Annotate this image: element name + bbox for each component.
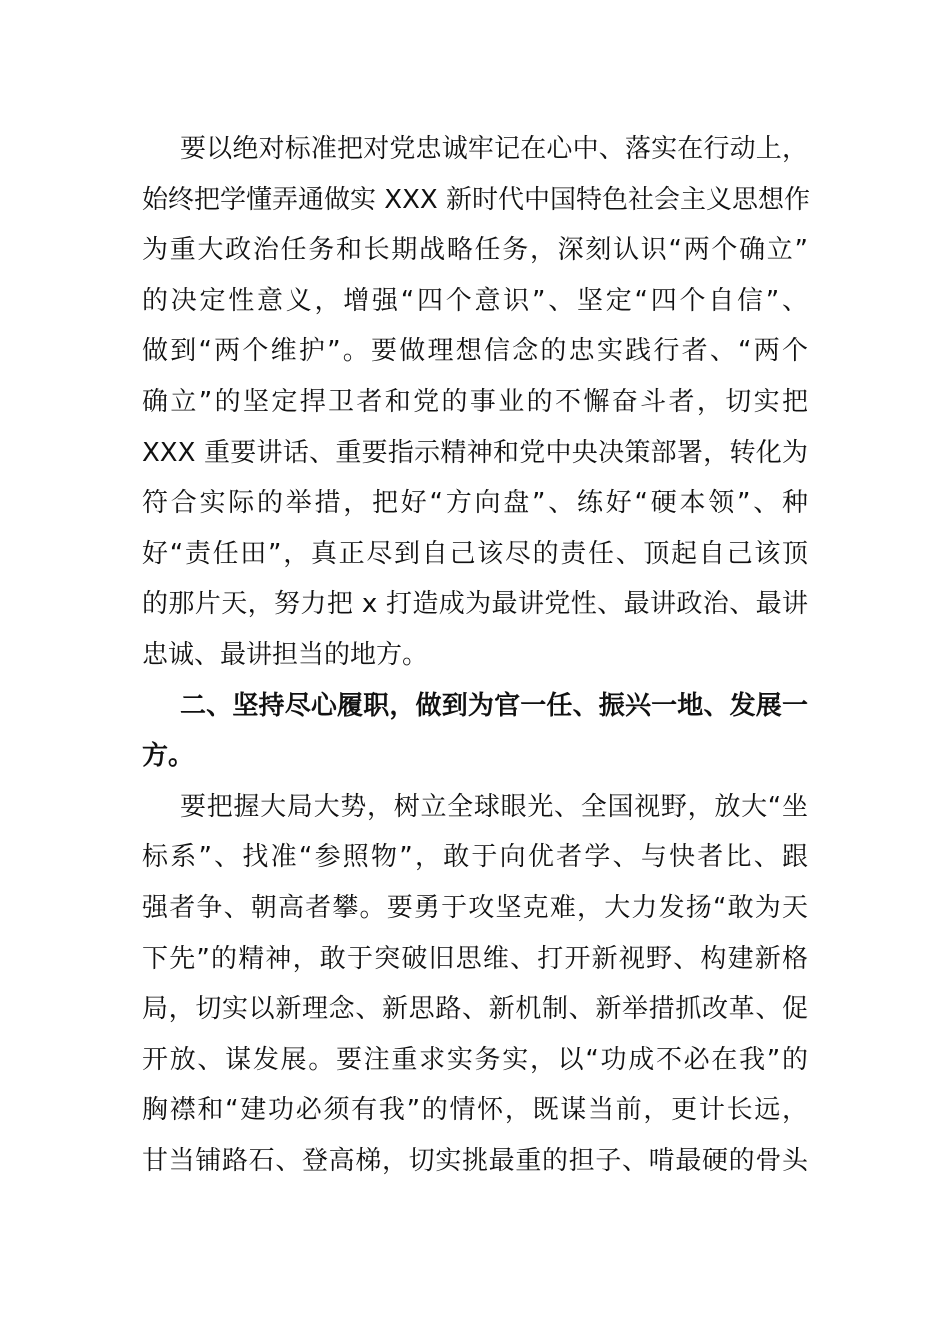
text-line: 为重大政治任务和长期战略任务，深刻认识“两个确立” [142,235,808,266]
text-line: 要以绝对标准把对党忠诚牢记在心中、落实在行动上， [180,134,808,164]
text-line: 局，切实以新理念、新思路、新机制、新举措抓改革、促 [142,994,808,1025]
document-body [142,124,808,1186]
text-line: 强者争、朝高者攀。要勇于攻坚克难，大力发扬“敢为天 [142,892,808,923]
text-line: 符合实际的举措，把好“方向盘”、练好“硬本领”、种 [142,488,808,519]
text-line: 下先”的精神，敢于突破旧思维、打开新视野、构建新格 [142,943,808,974]
text-line: 好“责任田”，真正尽到自己该尽的责任、顶起自己该顶 [142,538,808,569]
text-line: 开放、谋发展。要注重求实务实，以“功成不必在我”的 [142,1044,808,1075]
text-line: 始终把学懂弄通做实 XXX 新时代中国特色社会主义思想作 [142,184,810,215]
text-line: XXX 重要讲话、重要指示精神和党中央决策部署，转化为 [142,437,808,468]
section-heading [142,681,808,782]
text-line: 忠诚、最讲担当的地方。 [142,639,429,670]
text-line: 做到“两个维护”。要做理想信念的忠实践行者、“两个 [142,336,808,367]
text-line: 的那片天，努力把 x 打造成为最讲党性、最讲政治、最讲 [142,589,808,620]
text-line: 标系”、找准“参照物”，敢于向优者学、与快者比、跟 [142,842,808,873]
text-line: 要把握大局大势，树立全球眼光、全国视野，放大“坐 [180,791,808,822]
heading-line: 方。 [142,741,195,772]
heading-line: 二、坚持尽心履职，做到为官一任、振兴一地、发展一 [180,690,808,721]
text-line: 的决定性意义，增强“四个意识”、坚定“四个自信”、 [142,285,808,316]
text-line: 确立”的坚定捍卫者和党的事业的不懈奋斗者，切实把 [142,386,808,417]
paragraph-loyalty [142,124,808,681]
paragraph-duty [142,782,808,1187]
text-line: 甘当铺路石、登高梯，切实挑最重的担子、啃最硬的骨头 [142,1145,808,1176]
text-line: 胸襟和“建功必须有我”的情怀，既谋当前，更计长远， [142,1095,808,1126]
